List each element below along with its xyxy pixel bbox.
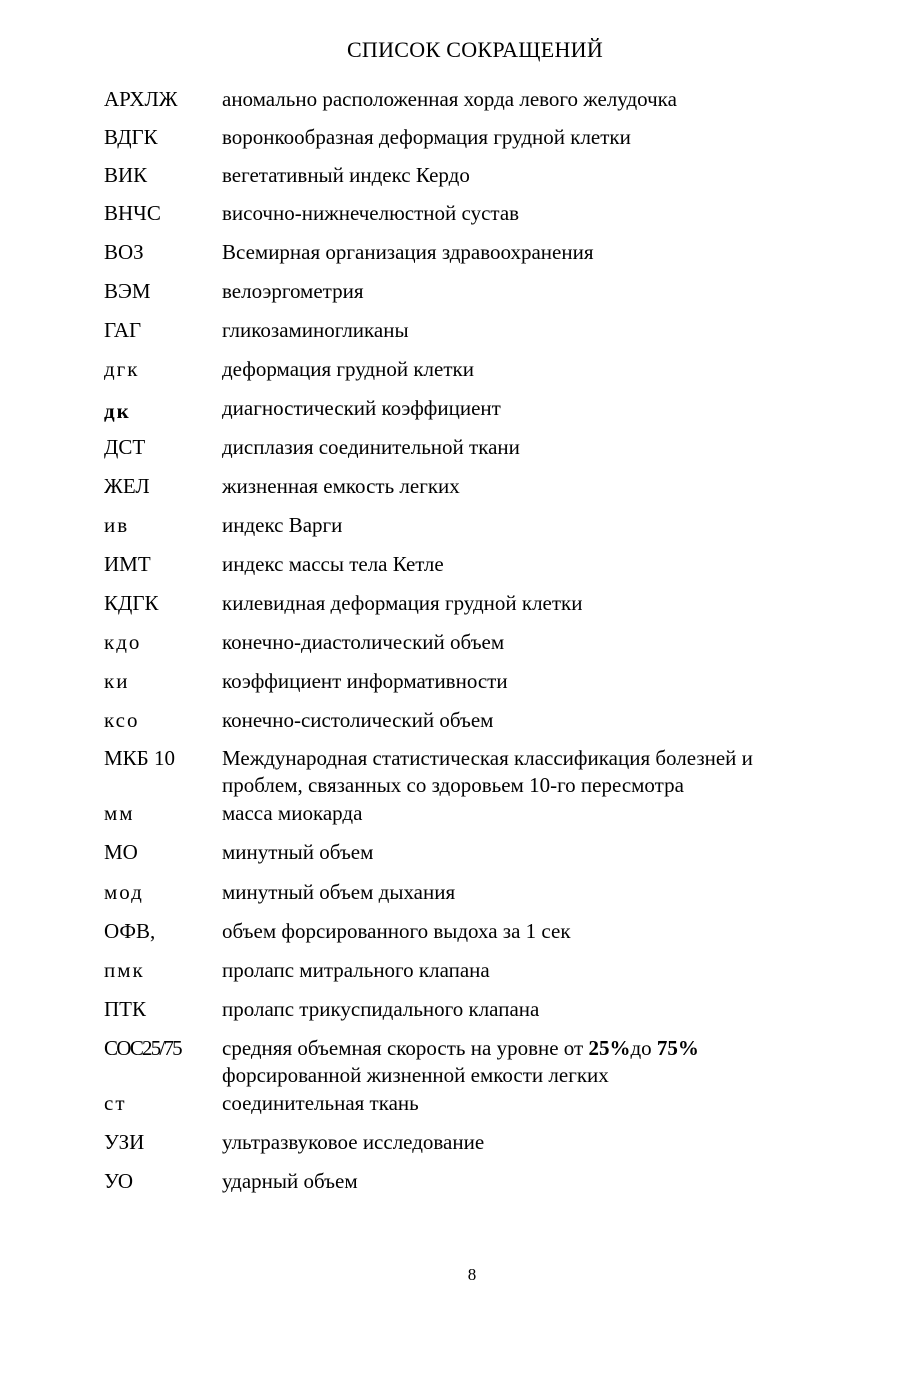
abbreviation-definition: жизненная емкость легких	[222, 474, 460, 498]
abbreviation-term: ксо	[104, 708, 140, 732]
list-item	[104, 879, 834, 906]
list-item	[104, 1168, 834, 1195]
abbreviation-term: мм	[104, 801, 135, 825]
abbreviation-term: ДСТ	[104, 435, 146, 459]
abbreviation-definition: масса миокарда	[222, 801, 363, 825]
abbreviation-definition: пролапс трикуспидального клапана	[222, 997, 540, 1021]
abbreviation-definition	[222, 1035, 834, 1089]
abbreviation-term: ГАГ	[104, 318, 142, 342]
percent-value: 75%	[656, 1036, 699, 1060]
abbreviation-term: ВДГК	[104, 125, 158, 149]
abbreviation-definition: соединительная ткань	[222, 1091, 419, 1115]
abbreviation-term: ВЭМ	[104, 279, 151, 303]
abbreviation-definition: индекс массы тела Кетле	[222, 552, 444, 576]
list-item	[104, 800, 834, 827]
abbreviation-definition: минутный объем дыхания	[222, 880, 456, 904]
definition-text: средняя объемная скорость на уровне от	[222, 1036, 589, 1060]
percent-value: 25%	[588, 1036, 631, 1060]
abbreviation-definition: височно-нижнечелюстной сустав	[222, 201, 520, 225]
list-item	[104, 1129, 834, 1156]
abbreviation-term: МО	[104, 840, 138, 864]
abbreviation-term: ИМТ	[104, 552, 151, 576]
abbreviation-term: ОФВ,	[104, 919, 156, 943]
abbreviation-definition: пролапс митрального клапана	[222, 958, 490, 982]
abbreviation-term: ВИК	[104, 163, 148, 187]
list-item	[104, 356, 834, 383]
abbreviation-term: дк	[104, 399, 131, 423]
abbreviation-term: ки	[104, 669, 130, 693]
list-item	[104, 200, 834, 227]
abbreviation-term: ВОЗ	[104, 240, 144, 264]
abbreviation-term: ЖЕЛ	[104, 474, 150, 498]
abbreviation-definition: ультразвуковое исследование	[222, 1130, 485, 1154]
abbreviation-definition: диагностический коэффициент	[222, 396, 501, 420]
abbreviation-term: ПТК	[104, 997, 146, 1021]
abbreviation-definition: минутный объем	[222, 840, 374, 864]
list-item	[104, 512, 834, 539]
abbreviation-definition: воронкообразная деформация грудной клетки	[222, 125, 631, 149]
abbreviation-term: пмк	[104, 958, 145, 982]
list-item	[104, 473, 834, 500]
list-item	[104, 124, 834, 151]
abbreviation-definition: Международная статистическая классификация болезней и проблем, связанных со здоровьем 10-го пересмотра	[222, 746, 753, 797]
definition-text: форсированной жизненной емкости легких	[222, 1063, 609, 1087]
definition-text: до	[630, 1036, 657, 1060]
list-item	[104, 551, 834, 578]
list-item	[104, 317, 834, 344]
abbreviation-term: ВНЧС	[104, 201, 161, 225]
abbreviation-definition: аномально расположенная хорда левого желудочка	[222, 87, 677, 111]
abbreviation-term: АРХЛЖ	[104, 87, 178, 111]
abbreviation-definition: деформация грудной клетки	[222, 357, 474, 381]
abbreviation-definition: велоэргометрия	[222, 279, 364, 303]
list-item	[104, 1035, 834, 1089]
abbreviation-term: МКБ 10	[104, 746, 175, 770]
abbreviation-definition: дисплазия соединительной ткани	[222, 435, 520, 459]
page-number: 8	[467, 1265, 477, 1284]
abbreviation-definition: килевидная деформация грудной клетки	[222, 591, 583, 615]
abbreviation-definition: индекс Варги	[222, 513, 343, 537]
list-item	[104, 957, 834, 984]
abbreviation-definition: гликозаминогликаны	[222, 318, 409, 342]
list-item	[104, 839, 834, 866]
page-title: СПИСОК СОКРАЩЕНИЙ	[346, 37, 604, 62]
list-item	[104, 745, 834, 799]
list-item	[104, 629, 834, 656]
abbreviation-definition: ударный объем	[222, 1169, 358, 1193]
abbreviation-term: ст	[104, 1091, 127, 1115]
abbreviation-definition: конечно-систолический объем	[222, 708, 494, 732]
list-item	[104, 918, 834, 945]
abbreviation-term: УЗИ	[104, 1130, 145, 1154]
abbreviation-term: УО	[104, 1169, 133, 1193]
abbreviation-term: КДГК	[104, 591, 159, 615]
list-item	[104, 239, 834, 266]
list-item	[104, 162, 834, 189]
abbreviation-term: кдо	[104, 630, 142, 654]
abbreviation-definition: коэффициент информативности	[222, 669, 508, 693]
list-item	[104, 278, 834, 305]
abbreviation-term: дгк	[104, 357, 140, 381]
abbreviation-definition: вегетативный индекс Кердо	[222, 163, 470, 187]
list-item	[104, 590, 834, 617]
list-item	[104, 434, 834, 461]
abbreviation-term: мод	[104, 880, 144, 904]
abbreviation-term: ив	[104, 513, 130, 537]
abbreviation-term: СОС25/75	[104, 1036, 181, 1060]
abbreviation-definition: объем форсированного выдоха за 1 сек	[222, 919, 571, 943]
list-item	[104, 1090, 834, 1117]
abbreviation-definition: конечно-диастолический объем	[222, 630, 505, 654]
list-item	[104, 668, 834, 695]
list-item	[104, 996, 834, 1023]
list-item	[104, 86, 834, 113]
list-item	[104, 395, 834, 422]
list-item	[104, 707, 834, 734]
abbreviation-definition: Всемирная организация здравоохранения	[222, 240, 594, 264]
abbreviation-list	[104, 86, 834, 1195]
